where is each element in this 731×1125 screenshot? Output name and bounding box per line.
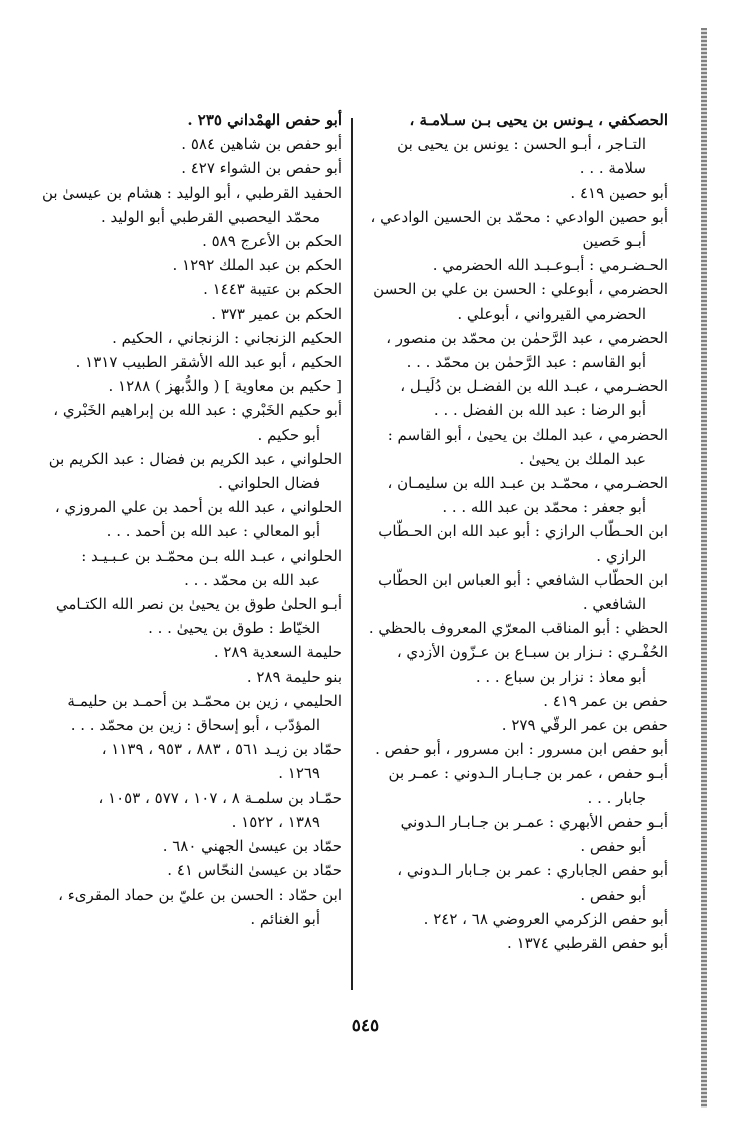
index-entry: الحضـرمي ، عبـد الله بن الفضـل بن دُلَيـل ، bbox=[400, 377, 668, 396]
index-entry-continuation: فضال الحلواني . bbox=[218, 474, 320, 493]
right-index-column bbox=[368, 108, 668, 955]
index-entry: الحضرمي ، عبد الملك بن يحيىٰ ، أبو القاسم : bbox=[387, 425, 668, 444]
index-entry: الحضرمي ، عبد الرَّحمٰن بن محمّد بن منصور ، bbox=[386, 328, 668, 347]
index-entry: [ حكيم بن معاوية ] ( والدُّبهز ) ١٢٨٨ . bbox=[108, 377, 342, 396]
index-entry-continuation: الخيّاط : طوق بن يحيىٰ . . . bbox=[148, 619, 320, 638]
index-entry: أبو حصين الوادعي : محمّد بن الحسين الوادعي ، bbox=[370, 207, 668, 226]
index-entry-continuation: سلامة . . . bbox=[579, 159, 646, 178]
page-number: ٥٤٥ bbox=[351, 1016, 380, 1036]
index-entry: أبو حفص بن الشواء ٤٢٧ . bbox=[181, 159, 342, 178]
index-entry: الحلواني ، عبد الكريم بن فضال : عبد الكريم بن bbox=[48, 449, 342, 468]
index-entry-continuation: أبو حفص . bbox=[580, 837, 646, 856]
index-entry-continuation: محمّد اليحصبي القرطبي أبو الوليد . bbox=[101, 207, 320, 226]
index-entry: الحكيم ، أبو عبد الله الأشقر الطبيب ١٣١٧ . bbox=[75, 353, 342, 372]
index-entry: الحُفْـري : نـزار بن سبـاع بن عـزّون الأزدي ، bbox=[396, 643, 668, 662]
index-entry: أبو حفص القرطبي ١٣٧٤ . bbox=[507, 933, 668, 952]
index-entry: الحضرمي ، أبوعلي : الحسن بن علي بن الحسن bbox=[373, 280, 668, 299]
index-entry: حمّـاد بن سلمـة ٨ ، ١٠٧ ، ٥٧٧ ، ١٠٥٣ ، bbox=[98, 788, 342, 807]
index-entry: أبو حفص الهمْداني ٢٣٥ . bbox=[187, 111, 342, 129]
index-entry: الحضـرمي ، محمّـد بن عبـد الله بن سليمـان ، bbox=[387, 474, 668, 493]
index-entry: حفص بن عمر الرقّي ٢٧٩ . bbox=[501, 716, 668, 735]
index-entry: أبو حفص الجاباري : عمر بن جـابار الـدوني ، bbox=[397, 861, 668, 880]
index-entry: ابن الحطّاب الشافعي : أبو العباس ابن الحطّاب bbox=[378, 570, 668, 589]
index-entry-continuation: ١٣٨٩ ، ١٥٢٢ . bbox=[231, 812, 320, 831]
index-entry-continuation: أبو الغنائم . bbox=[250, 909, 320, 928]
index-entry: أبـو حفص ، عمر بن جـابـار الـدوني : عمـر بن bbox=[388, 764, 668, 783]
index-entry-continuation: الرازي . bbox=[596, 546, 646, 565]
index-entry: حمّاد بن عيسىٰ الجهني ٦٨٠ . bbox=[162, 837, 342, 856]
index-entry-continuation: أبو حكيم . bbox=[257, 425, 320, 444]
index-entry: حمّاد بن عيسىٰ النحّاس ٤١ . bbox=[167, 861, 342, 880]
index-entry: أبو حكيم الخَبْري : عبد الله بن إبراهيم الخَبْري ، bbox=[53, 401, 342, 420]
index-entry: الحظي : أبو المناقب المعرّي المعروف بالحظي . bbox=[368, 619, 668, 638]
index-entry: الحليمي ، زين بن محمّـد بن أحمـد بن حليمـة bbox=[67, 691, 342, 710]
index-entry: الحكم بن عبد الملك ١٢٩٢ . bbox=[172, 256, 342, 275]
index-entry: حفص بن عمر ٤١٩ . bbox=[543, 691, 668, 710]
index-entry-continuation: جابار . . . bbox=[587, 788, 646, 807]
index-entry: أبو حفص بن شاهين ٥٨٤ . bbox=[181, 135, 342, 154]
index-entry-continuation: المؤدّب ، أبو إسحاق : زين بن محمّد . . . bbox=[70, 716, 320, 735]
index-entry: الحكم بن الأعرج ٥٨٩ . bbox=[202, 232, 342, 251]
index-entry-continuation: عبد الملك بن يحيىٰ . bbox=[519, 449, 646, 468]
index-entry: حليمة السعدية ٢٨٩ . bbox=[213, 643, 342, 662]
index-entry: الحفيد القرطبي ، أبو الوليد : هشام بن عيسىٰ بن bbox=[41, 183, 342, 202]
index-entry-continuation: أبو القاسم : عبد الرَّحمٰن بن محمّد . . . bbox=[406, 353, 646, 372]
index-entry: حمّاد بن زيـد ٥٦١ ، ٨٨٣ ، ٩٥٣ ، ١١٣٩ ، bbox=[101, 740, 342, 759]
index-entry: بنو حليمة ٢٨٩ . bbox=[246, 667, 342, 686]
index-entry-continuation: الحضرمي القيرواني ، أبوعلي . bbox=[457, 304, 646, 323]
index-entry: الحصكفي ، يـونس بن يحيى بـن سـلامـة ، bbox=[409, 111, 668, 129]
index-entry: الحكم بن عتيبة ١٤٤٣ . bbox=[203, 280, 342, 299]
index-entry: ابن حمّاد : الحسن بن عليّ بن حماد المقرىء ، bbox=[58, 885, 342, 904]
index-entry: الحكم بن عمير ٣٧٣ . bbox=[211, 304, 342, 323]
index-entry-continuation: عبد الله بن محمّد . . . bbox=[184, 570, 320, 589]
index-entry: ابن الحـطّاب الرازي : أبو عبد الله ابن الحـطّاب bbox=[378, 522, 668, 541]
index-entry-continuation: أبو حفص . bbox=[580, 885, 646, 904]
index-entry: الحلواني ، عبـد الله بـن محمّـد بن عـبـيـد : bbox=[81, 546, 342, 565]
index-entry-continuation: ١٢٦٩ . bbox=[278, 764, 320, 783]
column-divider bbox=[351, 118, 353, 990]
index-entry: أبـو حفص الأبهري : عمـر بن جـابـار الـدوني bbox=[400, 812, 668, 831]
index-entry: الحـضـرمي : أبـوعـبـد الله الحضرمي . bbox=[432, 256, 668, 275]
index-entry-continuation: أبو المعالي : عبد الله بن أحمد . . . bbox=[106, 522, 320, 541]
index-entry: الحكيم الزنجاني : الزنجاني ، الحكيم . bbox=[112, 328, 342, 347]
index-entry: أبو حفص الزكرمي العروضي ٦٨ ، ٢٤٢ . bbox=[423, 909, 668, 928]
index-entry-continuation: أبـو حَصين bbox=[582, 232, 646, 251]
index-entry-continuation: أبو جعفر : محمّد بن عبد الله . . . bbox=[442, 498, 646, 517]
index-entry: أبو حفص ابن مسرور : ابن مسرور ، أبو حفص . bbox=[375, 740, 668, 759]
index-entry-continuation: التـاجر ، أبـو الحسن : يونس بن يحيى بن bbox=[397, 135, 646, 154]
index-entry-continuation: أبو الرضا : عبد الله بن الفضل . . . bbox=[433, 401, 646, 420]
index-entry-continuation: الشافعي . bbox=[582, 595, 646, 614]
index-entry-continuation: أبو معاذ : نزار بن سباع . . . bbox=[475, 667, 646, 686]
index-entry: أبو حصين ٤١٩ . bbox=[570, 183, 668, 202]
left-index-column bbox=[22, 108, 342, 931]
index-entry: الحلواني ، عبد الله بن أحمد بن علي المروزي ، bbox=[54, 498, 342, 517]
page-edge-binding bbox=[701, 28, 707, 1108]
index-entry: أبـو الحلىٰ طوق بن يحيىٰ بن نصر الله الكتـامي bbox=[55, 595, 342, 614]
